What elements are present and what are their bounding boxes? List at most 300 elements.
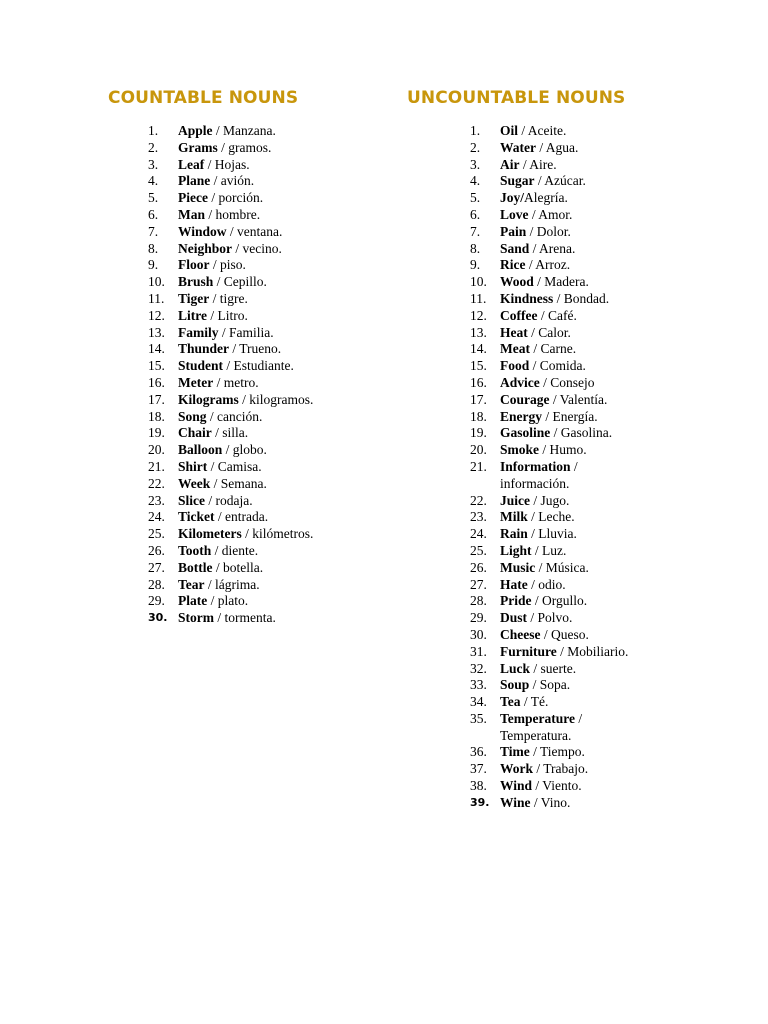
list-item [148,476,378,493]
item-number: 4. [470,173,481,189]
english-word: Storm [178,610,214,626]
item-number: 17. [148,391,165,407]
item-text [178,593,248,608]
english-word: Smoke [500,442,540,458]
item-number: 19. [148,425,165,441]
item-number: 1. [148,123,159,138]
item-number: 27. [470,576,487,592]
item-number: 18. [148,408,165,424]
item-text [500,761,588,776]
item-text [178,409,262,424]
list-item [470,459,760,493]
spanish-translation: / Leche. [527,509,575,525]
item-number: 24. [470,526,487,542]
item-number: 21. [148,458,165,474]
countable-nouns-heading: COUNTABLE NOUNS [108,88,299,108]
list-item [470,711,760,745]
english-word: Coffee [500,307,538,323]
english-word: Meat [500,341,530,357]
item-text [178,241,282,256]
spanish-translation: / Té. [520,694,549,710]
list-item [470,493,760,510]
item-number: 19. [470,425,487,441]
item-number: 2. [470,139,481,155]
spanish-translation: / tormenta. [214,610,276,626]
item-number: 20. [470,442,487,458]
item-text [500,308,577,323]
spanish-translation: / kilogramos. [238,391,314,407]
list-item [470,190,760,207]
list-item [470,157,760,174]
item-number: 8. [148,240,159,256]
uncountable-nouns-list [470,123,760,812]
english-word: Pride [500,593,532,609]
item-text [178,493,253,508]
list-item [470,308,760,325]
item-number: 24. [148,509,165,525]
english-word: Kilometers [178,526,242,542]
item-number: 30. [148,611,168,625]
item-number: 8. [470,240,481,256]
spanish-translation: / diente. [211,542,259,558]
item-text [178,610,276,625]
spanish-translation: / Sopa. [529,677,571,693]
item-number: 30. [470,626,487,642]
english-word: Pain [500,223,527,239]
item-text [500,392,607,407]
item-text [178,257,246,272]
spanish-translation: / avión. [210,173,255,189]
list-item [470,577,760,594]
list-item [148,610,378,627]
spanish-translation: / tigre. [209,290,248,306]
spanish-translation: / Viento. [532,778,582,794]
list-item [470,744,760,761]
english-word: Tiger [178,290,210,306]
english-word: Tear [178,576,205,592]
item-text [500,593,587,608]
spanish-translation: / Litro. [207,307,248,323]
spanish-translation: / Música. [535,559,589,575]
english-word: Leaf [178,156,205,172]
list-item [470,358,760,375]
list-item [470,241,760,258]
list-item [470,123,760,140]
english-word: Kilograms [178,391,239,407]
item-text [500,577,566,592]
item-number: 11. [470,290,487,306]
list-item [470,593,760,610]
item-text [500,560,589,575]
english-word: Kindness [500,290,554,306]
list-item [148,291,378,308]
item-number: 38. [470,778,487,794]
list-item [148,442,378,459]
list-item [470,677,760,694]
item-text [500,257,570,272]
spanish-translation: / Dolor. [526,223,571,239]
spanish-translation: / Aceite. [518,123,567,138]
item-number: 2. [148,139,159,155]
item-number: 3. [148,156,159,172]
item-number: 11. [148,290,165,306]
english-word: Music [500,559,536,575]
spanish-translation: / Jugo. [530,492,570,508]
list-item [148,409,378,426]
english-word: Temperature [500,710,575,726]
spanish-translation: / kilómetros. [241,526,314,542]
item-text [178,341,281,356]
item-number: 37. [470,761,487,777]
list-item [470,543,760,560]
item-text [178,123,276,138]
spanish-translation: / metro. [213,374,259,390]
spanish-translation: / Temperatura. [500,710,583,743]
item-text [500,526,577,541]
item-text [178,308,248,323]
spanish-translation: / gramos. [217,139,272,155]
list-item [470,140,760,157]
item-number: 1. [470,123,481,138]
english-word: Sugar [500,173,535,189]
list-item [470,560,760,577]
spanish-translation: / Tiempo. [529,744,585,760]
english-word: Food [500,358,530,374]
item-number: 16. [148,374,165,390]
item-number: 10. [470,274,487,290]
spanish-translation: / Cepillo. [213,274,267,290]
item-text [500,274,589,289]
spanish-translation: / silla. [211,425,249,441]
spanish-translation: / entrada. [214,509,269,525]
item-text [178,140,271,155]
english-word: Gasoline [500,425,551,441]
item-text [500,224,571,239]
english-word: Wood [500,274,534,290]
list-item [470,375,760,392]
english-word: Slice [178,492,205,508]
spanish-translation: / porción. [207,190,264,206]
item-number: 15. [148,358,165,374]
english-word: Energy [500,408,542,424]
spanish-translation: / Valentía. [549,391,608,407]
item-number: 6. [470,206,481,222]
list-item [148,493,378,510]
english-word: Love [500,206,529,222]
spanish-translation: / Bondad. [553,290,610,306]
list-item [148,257,378,274]
english-word: Plane [178,173,211,189]
list-item [470,778,760,795]
english-word: Furniture [500,643,557,659]
item-text [500,341,576,356]
spanish-translation: / Mobiliario. [556,643,629,659]
item-number: 32. [470,660,487,676]
list-item [148,560,378,577]
english-word: Information [500,458,571,474]
list-item [148,190,378,207]
item-text [178,190,263,205]
english-word: Milk [500,509,528,525]
item-number: 3. [470,156,481,172]
list-item [470,627,760,644]
item-text [178,274,267,289]
item-text [178,173,254,188]
spanish-translation: / Aire. [519,156,557,172]
item-text [500,190,568,205]
item-number: 31. [470,643,487,659]
item-number: 39. [470,795,490,809]
item-number: 14. [470,341,487,357]
english-word: Tea [500,694,521,710]
list-item [148,308,378,325]
item-text [500,325,571,340]
english-word: Man [178,206,205,222]
english-word: Time [500,744,530,760]
spanish-translation: / Luz. [531,542,567,558]
english-word: Work [500,761,534,777]
english-word: Soup [500,677,530,693]
list-item [148,207,378,224]
spanish-translation: / Orgullo. [531,593,588,609]
item-text [178,358,294,373]
spanish-translation: / Café. [537,307,577,323]
english-word: Hate [500,576,528,592]
countable-nouns-list [148,123,378,627]
item-text [178,207,260,222]
spanish-translation: / Familia. [218,324,274,340]
list-item [148,459,378,476]
item-text [500,425,612,440]
list-item [470,274,760,291]
list-item [470,644,760,661]
english-word: Chair [178,425,212,441]
english-word: Oil [500,123,519,138]
item-number: 20. [148,442,165,458]
spanish-translation: / piso. [209,257,246,273]
spanish-translation: / lágrima. [204,576,260,592]
english-word: Advice [500,374,540,390]
english-word: Heat [500,324,528,340]
item-text [178,291,248,306]
english-word: Balloon [178,442,223,458]
spanish-translation: / odio. [527,576,566,592]
item-text [500,409,598,424]
item-number: 15. [470,358,487,374]
item-number: 33. [470,677,487,693]
spanish-translation: / suerte. [530,660,577,676]
list-item [148,224,378,241]
uncountable-nouns-heading: UNCOUNTABLE NOUNS [407,88,626,108]
spanish-translation: / Arroz. [525,257,571,273]
list-item [148,123,378,140]
english-word: Grams [178,139,218,155]
list-item [148,140,378,157]
item-text [500,442,587,457]
item-number: 13. [148,324,165,340]
english-word: Litre [178,307,207,323]
english-word: Student [178,358,224,374]
spanish-translation: / Trabajo. [533,761,589,777]
spanish-translation: / Camisa. [207,458,262,474]
list-item [470,224,760,241]
list-item [148,325,378,342]
item-number: 4. [148,173,159,189]
item-text [178,459,262,474]
item-text [178,543,258,558]
list-item [148,241,378,258]
item-text [500,123,566,138]
spanish-translation: / Gasolina. [550,425,613,441]
item-number: 25. [148,526,165,542]
item-text [500,778,582,793]
spanish-translation: / Azúcar. [534,173,586,189]
list-item [148,274,378,291]
english-word: Light [500,542,532,558]
list-item [470,425,760,442]
spanish-translation: / vecino. [232,240,282,256]
list-item [148,375,378,392]
english-word: Floor [178,257,210,273]
list-item [148,509,378,526]
item-text [500,291,609,306]
spanish-translation: / rodaja. [205,492,253,508]
item-text [178,224,282,239]
item-number: 7. [148,223,159,239]
spanish-translation: / Madera. [533,274,589,290]
spanish-translation: / Carne. [529,341,577,357]
item-text [500,543,566,558]
item-number: 18. [470,408,487,424]
list-item [148,392,378,409]
item-text [178,509,268,524]
english-word: Piece [178,190,208,206]
english-word: Rain [500,526,528,542]
item-number: 6. [148,206,159,222]
english-word: Dust [500,610,528,626]
english-word: Luck [500,660,531,676]
list-item [148,543,378,560]
spanish-translation: / hombre. [205,206,261,222]
list-item [470,173,760,190]
item-number: 29. [148,593,165,609]
english-word: Cheese [500,626,541,642]
spanish-translation: / Humo. [539,442,587,458]
english-word: Shirt [178,458,208,474]
item-text [178,375,259,390]
item-number: 9. [470,257,481,273]
list-item [470,392,760,409]
item-number: 22. [470,492,487,508]
spanish-translation: / Vino. [530,794,571,810]
spanish-translation: / Polvo. [527,610,573,626]
spanish-translation: / Manzana. [212,123,276,138]
item-number: 10. [148,274,165,290]
list-item [148,526,378,543]
item-text [178,392,313,407]
spanish-translation: / Calor. [527,324,571,340]
english-word: Rice [500,257,526,273]
item-text [178,526,313,541]
item-text [178,577,260,592]
item-text [178,157,250,172]
item-text [500,795,570,810]
list-item [148,425,378,442]
list-item [470,526,760,543]
list-item [470,795,760,812]
item-number: 36. [470,744,487,760]
item-number: 13. [470,324,487,340]
item-text [178,560,263,575]
item-text [500,140,578,155]
spanish-translation: Alegría. [524,190,568,206]
english-word: Wine [500,794,531,810]
english-word: Courage [500,391,550,407]
item-text [500,241,575,256]
item-text [500,157,557,172]
item-number: 21. [470,458,487,474]
item-number: 7. [470,223,481,239]
item-text [500,493,569,508]
item-text [178,476,267,491]
item-text [500,173,586,188]
spanish-translation: / Agua. [536,139,579,155]
list-item [470,341,760,358]
list-item [470,661,760,678]
item-number: 25. [470,542,487,558]
item-number: 12. [470,307,487,323]
english-word: Thunder [178,341,230,357]
spanish-translation: / ventana. [226,223,283,239]
item-text [500,358,586,373]
item-number: 5. [470,190,481,206]
english-word: Tooth [178,542,212,558]
item-text [500,661,576,676]
item-text [500,459,600,493]
english-word: Apple [178,123,213,138]
item-number: 26. [470,559,487,575]
spanish-translation: / Trueno. [229,341,282,357]
list-item [470,257,760,274]
item-number: 27. [148,559,165,575]
list-item [470,291,760,308]
list-item [470,207,760,224]
item-text [500,744,585,759]
item-number: 26. [148,542,165,558]
item-text [500,207,572,222]
item-text [500,509,575,524]
item-number: 23. [470,509,487,525]
item-text [178,425,248,440]
english-word: Juice [500,492,530,508]
spanish-translation: / Energía. [542,408,598,424]
spanish-translation: / botella. [212,559,264,575]
list-item [148,593,378,610]
spanish-translation: / Semana. [210,475,267,491]
english-word: Meter [178,374,214,390]
english-word: Water [500,139,536,155]
english-word: Joy/ [500,190,525,206]
list-item [470,761,760,778]
list-item [470,442,760,459]
item-number: 14. [148,341,165,357]
english-word: Neighbor [178,240,232,256]
list-item [470,325,760,342]
english-word: Family [178,324,219,340]
english-word: Air [500,156,520,172]
item-text [500,627,589,642]
list-item [148,577,378,594]
